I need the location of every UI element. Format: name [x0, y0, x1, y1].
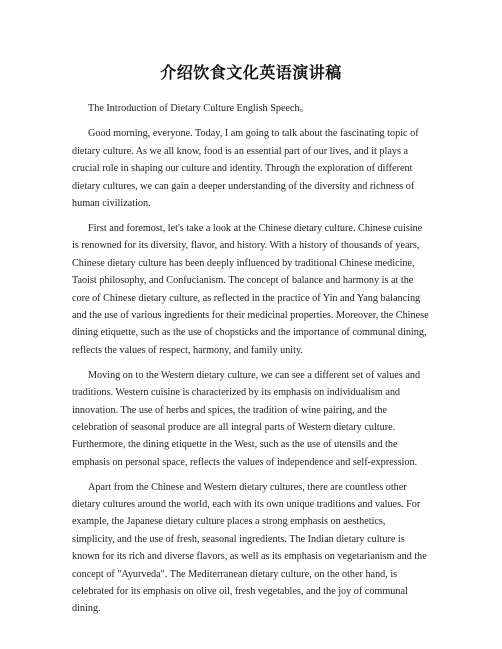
document-subtitle: The Introduction of Dietary Culture English Speech。: [88, 103, 310, 114]
paragraph-western-culture: Moving on to the Western dietary culture, we can see a different set of values and traditions. Western cuisine is characterized by its emphasis on individualism and innovation. The use of herbs and spices, the tradition of wine pairing, and the celebration of seasonal produce are all integral parts of Western dietary culture. Furthermore, the dining etiquette in the West, such as the use of utensils and the emphasis on personal space, reflects the values of independence and self-expression.: [72, 369, 421, 468]
paragraph-chinese-culture: First and foremost, let's take a look at the Chinese dietary culture. Chinese cuisine is renowned for its diversity, flavor, and history. With a history of thousands of years, Chinese dietary culture has been deeply influenced by traditional Chinese medicine, Taoist philosophy, and Confucianism. The concept of balance and harmony is at the core of Chinese dietary culture, as reflected in the practice of Yin and Yang balancing and the use of various ingredients for their medicinal properties. Moreover, the Chinese dining etiquette, such as the use of chopsticks and the importance of communal dining, reflects the values of respect, harmony, and family unity.: [72, 222, 429, 356]
document-title: 介绍饮食文化英语演讲稿: [160, 63, 342, 82]
document-body: [72, 100, 430, 625]
paragraph-intro: Good morning, everyone. Today, I am going to talk about the fascinating topic of dietary culture. As we all know, food is an essential part of our lives, and it plays a crucial role in shaping our culture and identity. Through the exploration of different dietary cultures, we can gain a deeper understanding of the diversity and richness of human civilization.: [72, 128, 419, 210]
paragraph-other-cultures: Apart from the Chinese and Western dietary cultures, there are countless other dietary cultures around the world, each with its own unique traditions and values. For example, the Japanese dietary culture places a strong emphasis on aesthetics, simplicity, and the use of fresh, seasonal ingredients. The Indian dietary culture is known for its rich and diverse flavors, as well as its emphasis on vegetarianism and the concept of "Ayurveda". The Mediterranean dietary culture, on the other hand, is celebrated for its emphasis on olive oil, fresh vegetables, and the joy of communal dining.: [72, 481, 427, 615]
